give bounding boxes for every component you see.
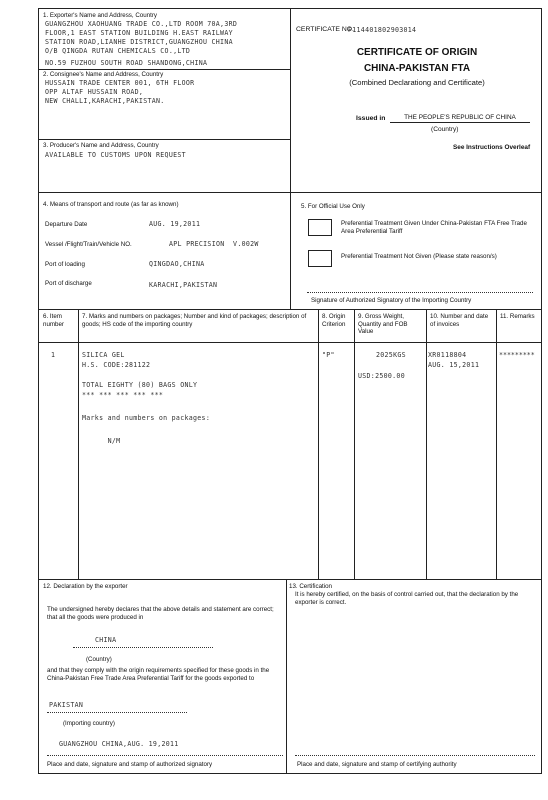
loading-label: Port of loading <box>45 261 85 268</box>
row-item-number: 1 <box>51 351 56 359</box>
certification-text: It is hereby certified, on the basis of control carried out, that the declaration by the exporter is correct. <box>295 591 519 606</box>
goods-line: N/M <box>82 437 121 445</box>
header-origin-criterion: 8. Origin Criterion <box>322 313 346 328</box>
declaration-text: The undersigned hereby declares that the above details and statement are correct; that all the goods were produced in <box>47 606 274 621</box>
compliance-text: and that they comply with the origin requirements specified for these goods in the China-Pakistan Free Trade Area Preferential Tariff for the goods exported to <box>47 667 270 682</box>
gross-weight-value: 2025KGS <box>376 351 406 359</box>
divider <box>39 192 542 193</box>
discharge-label: Port of discharge <box>45 280 92 287</box>
origin-criterion-value: "P" <box>322 351 335 359</box>
preferential-given-label: Preferential Treatment Given Under China-Pakistan FTA Free Trade Area Preferential Tariff <box>341 220 527 235</box>
box1-label: 1. Exporter's Name and Address, Country <box>43 12 157 19</box>
exported-to-country: PAKISTAN <box>49 701 84 709</box>
exporter-line: NO.59 FUZHOU SOUTH ROAD SHANDONG,CHINA <box>45 59 208 67</box>
issued-in-value: THE PEOPLE'S REPUBLIC OF CHINA <box>390 114 530 123</box>
produced-country-line <box>73 647 213 648</box>
box12-label: 12. Declaration by the exporter <box>43 583 128 590</box>
goods-line: SILICA GEL <box>82 351 125 359</box>
preferential-not-given-label: Preferential Treatment Not Given (Please state reason/s) <box>341 253 497 260</box>
country-caption: (Country) <box>431 126 459 133</box>
consignee-line: NEW CHALLI,KARACHI,PAKISTAN. <box>45 97 165 105</box>
consignee-line: HUSSAIN TRADE CENTER 001, 6TH FLOOR <box>45 79 195 87</box>
consignee-line: OPP ALTAF HUSSAIN ROAD, <box>45 88 144 96</box>
exported-to-line <box>47 712 187 713</box>
divider <box>496 309 497 579</box>
header-item-number: 6. Item number <box>43 313 64 328</box>
loading-value: QINGDAO,CHINA <box>149 260 205 268</box>
box4-label: 4. Means of transport and route (as far as known) <box>43 201 179 208</box>
box3-label: 3. Producer's Name and Address, Country <box>43 142 159 149</box>
goods-line: TOTAL EIGHTY (80) BAGS ONLY <box>82 381 198 389</box>
country-caption: (Country) <box>86 656 112 663</box>
header-gross-weight: 9. Gross Weight, Quantity and FOB Value <box>358 313 408 335</box>
vessel-label: Vessel /Flight/Train/Vehicle NO. <box>45 241 132 248</box>
exporter-line: GUANGZHOU XAOHUANG TRADE CO.,LTD ROOM 70A,3RD <box>45 20 238 28</box>
divider <box>39 69 290 70</box>
produced-country: CHINA <box>95 636 117 644</box>
preferential-not-given-checkbox[interactable] <box>308 250 332 267</box>
importing-country-caption: (Importing country) <box>63 720 115 727</box>
departure-label: Departure Date <box>45 221 88 228</box>
place-and-date-value: GUANGZHOU CHINA,AUG. 19,2011 <box>59 740 179 748</box>
discharge-value: KARACHI,PAKISTAN <box>149 281 218 289</box>
divider <box>39 342 542 343</box>
divider <box>39 579 542 580</box>
divider <box>286 579 287 774</box>
see-instructions: See Instructions Overleaf <box>453 144 531 151</box>
authority-signature-caption: Place and date, signature and stamp of certifying authority <box>297 761 457 768</box>
exporter-line: FLOOR,1 EAST STATION BUILDING H.EAST RAILWAY <box>45 29 233 37</box>
certificate-form <box>38 8 542 774</box>
certificate-no-value: P114401802903014 <box>348 26 417 34</box>
goods-line: *** *** *** *** *** <box>82 391 164 399</box>
authority-signature-line <box>295 755 535 756</box>
issued-in-label: Issued in <box>356 115 386 122</box>
header-description: 7. Marks and numbers on packages; Number and kind of packages; description of goods; HS code of the importing country <box>82 313 307 328</box>
certificate-subtitle: (Combined Declarationg and Certificate) <box>349 78 485 87</box>
box13-label: 13. Certification <box>289 583 332 590</box>
divider <box>318 309 319 579</box>
divider <box>39 139 290 140</box>
goods-line: H.S. CODE:281122 <box>82 361 151 369</box>
header-invoices: 10. Number and date of invoices <box>430 313 489 328</box>
certificate-fta-title: CHINA-PAKISTAN FTA <box>363 63 471 74</box>
header-remarks: 11. Remarks <box>500 313 535 320</box>
invoice-number: XR0118804 <box>428 351 467 359</box>
certificate-heading <box>291 47 543 107</box>
fob-value: USD:2500.00 <box>358 372 405 380</box>
signature-line <box>307 292 533 293</box>
importing-signature-caption: Signature of Authorized Signatory of the Importing Country <box>311 297 472 304</box>
goods-line: Marks and numbers on packages: <box>82 414 211 422</box>
remarks-value: ********* <box>499 351 535 359</box>
box2-label: 2. Consignee's Name and Address, Country <box>43 71 164 78</box>
departure-value: AUG. 19,2011 <box>149 220 201 228</box>
certificate-no-label: CERTIFICATE NO. <box>296 26 354 33</box>
certificate-title: CERTIFICATE OF ORIGIN <box>356 47 478 58</box>
exporter-line: STATION ROAD,LIANHE DISTRICT,GUANGZHOU CHINA <box>45 38 233 46</box>
box5-label: 5. For Official Use Only <box>301 203 365 210</box>
divider <box>78 309 79 579</box>
exporter-signature-line <box>47 755 283 756</box>
divider <box>354 309 355 579</box>
divider <box>39 309 542 310</box>
divider <box>426 309 427 579</box>
preferential-given-checkbox[interactable] <box>308 219 332 236</box>
producer-value: AVAILABLE TO CUSTOMS UPON REQUEST <box>45 151 186 159</box>
exporter-signature-caption: Place and date, signature and stamp of authorized signatory <box>47 761 213 768</box>
invoice-date: AUG. 15,2011 <box>428 361 480 369</box>
vessel-value: APL PRECISION V.002W <box>169 240 259 248</box>
exporter-line: O/B QINGDA RUTAN CHEMICALS CO.,LTD <box>45 47 191 55</box>
